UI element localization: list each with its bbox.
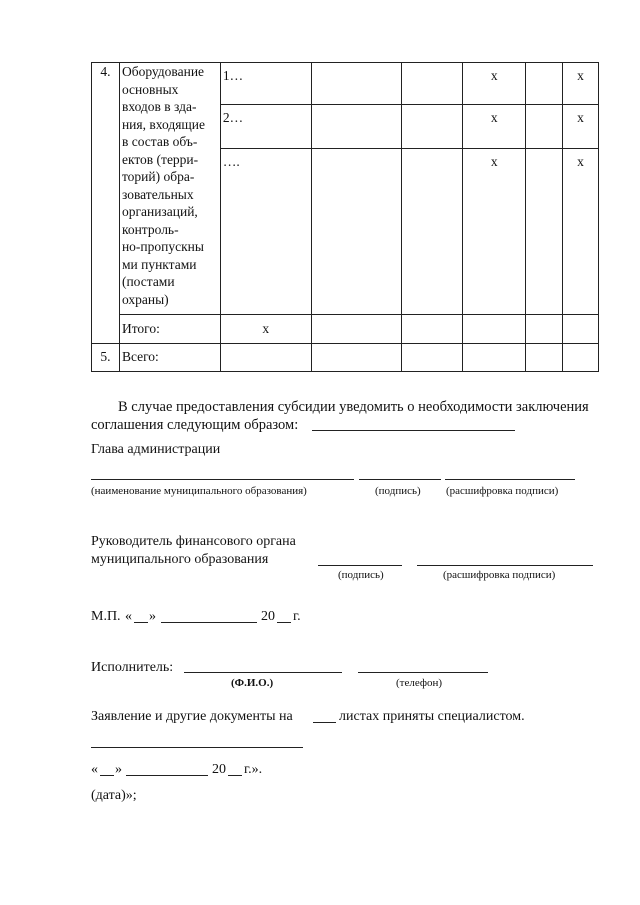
blank-line — [445, 479, 575, 480]
blank-line — [312, 430, 515, 431]
caption-signature: (подпись) — [338, 569, 384, 581]
name-line: организаций, — [121, 204, 198, 219]
paragraph-line-2: соглашения следующим образом: — [91, 417, 299, 433]
sub-row-label: …. — [220, 149, 311, 315]
date-caption: (дата)»; — [91, 788, 137, 803]
name-line: зовательных — [121, 186, 194, 202]
blank-line — [313, 722, 336, 723]
blank-line — [100, 775, 114, 776]
blank-line — [358, 672, 488, 673]
name-line: основных — [121, 81, 179, 97]
name-line: но-пропускны — [121, 239, 204, 254]
cell-mark: х — [463, 149, 526, 315]
finance-head-title-2: муниципального образования — [91, 552, 269, 567]
blank-line — [91, 479, 354, 480]
row-number: 4. — [92, 63, 120, 344]
year-suffix: г. — [293, 609, 301, 624]
caption-signature: (подпись) — [375, 485, 421, 497]
cell-mark: х — [563, 63, 599, 105]
name-line: ектов (терри- — [121, 151, 199, 167]
name-line: торий) обра- — [121, 169, 195, 184]
total-label: Итого: — [119, 315, 220, 344]
name-line: ми пунктами — [121, 256, 197, 272]
row-name — [119, 63, 220, 315]
executor-label: Исполнитель: — [91, 660, 174, 675]
name-line: охраны) — [121, 291, 169, 307]
cell-mark: х — [563, 105, 599, 149]
paragraph-line-1: В случае предоставления субсидии уведомить о необходимости заключения — [118, 399, 589, 415]
blank-line — [91, 747, 303, 748]
name-line: Оборудование — [121, 64, 205, 79]
row-number: 5. — [92, 344, 120, 372]
blank-line — [359, 479, 441, 480]
blank-line — [417, 565, 593, 566]
stamp-mp: М.П. — [91, 609, 121, 624]
blank-line — [126, 775, 208, 776]
cell-mark: х — [463, 105, 526, 149]
blank-line — [184, 672, 342, 673]
blank-line — [318, 565, 402, 566]
name-line: (постами — [121, 274, 175, 289]
table-row — [92, 63, 599, 105]
year-prefix: 20 — [212, 762, 226, 777]
year-prefix: 20 — [261, 609, 275, 624]
table-row — [92, 315, 599, 344]
total-mark: х — [220, 315, 311, 344]
sub-row-label: 1… — [220, 63, 311, 105]
name-line: контроль- — [121, 221, 179, 237]
subsidy-table — [91, 62, 599, 372]
cell-mark: х — [463, 63, 526, 105]
year-suffix: г.». — [244, 762, 263, 777]
blank-line — [161, 622, 257, 623]
caption-municipality: (наименование муниципального образования) — [91, 485, 307, 497]
open-quote: « — [91, 762, 98, 777]
statement-before: Заявление и другие документы на — [91, 709, 293, 724]
close-quote: » — [149, 609, 156, 624]
table-row — [92, 344, 599, 372]
sub-row-label: 2… — [220, 105, 311, 149]
caption-phone: (телефон) — [396, 677, 443, 689]
caption-decode: (расшифровка подписи) — [446, 485, 559, 497]
blank-line — [228, 775, 242, 776]
blank-line — [277, 622, 291, 623]
name-line: в состав объ- — [121, 134, 198, 149]
name-line: ния, входящие — [121, 116, 206, 132]
statement-after: листах приняты специалистом. — [339, 709, 525, 724]
open-quote: « — [125, 609, 132, 624]
caption-decode: (расшифровка подписи) — [443, 569, 556, 581]
head-admin-title: Глава администрации — [91, 442, 221, 457]
close-quote: » — [115, 762, 122, 777]
grand-total-label: Всего: — [119, 344, 220, 372]
caption-fio: (Ф.И.О.) — [231, 677, 274, 689]
finance-head-title-1: Руководитель финансового органа — [91, 534, 296, 549]
name-line: входов в зда- — [121, 99, 197, 114]
cell-mark: х — [563, 149, 599, 315]
blank-line — [134, 622, 148, 623]
